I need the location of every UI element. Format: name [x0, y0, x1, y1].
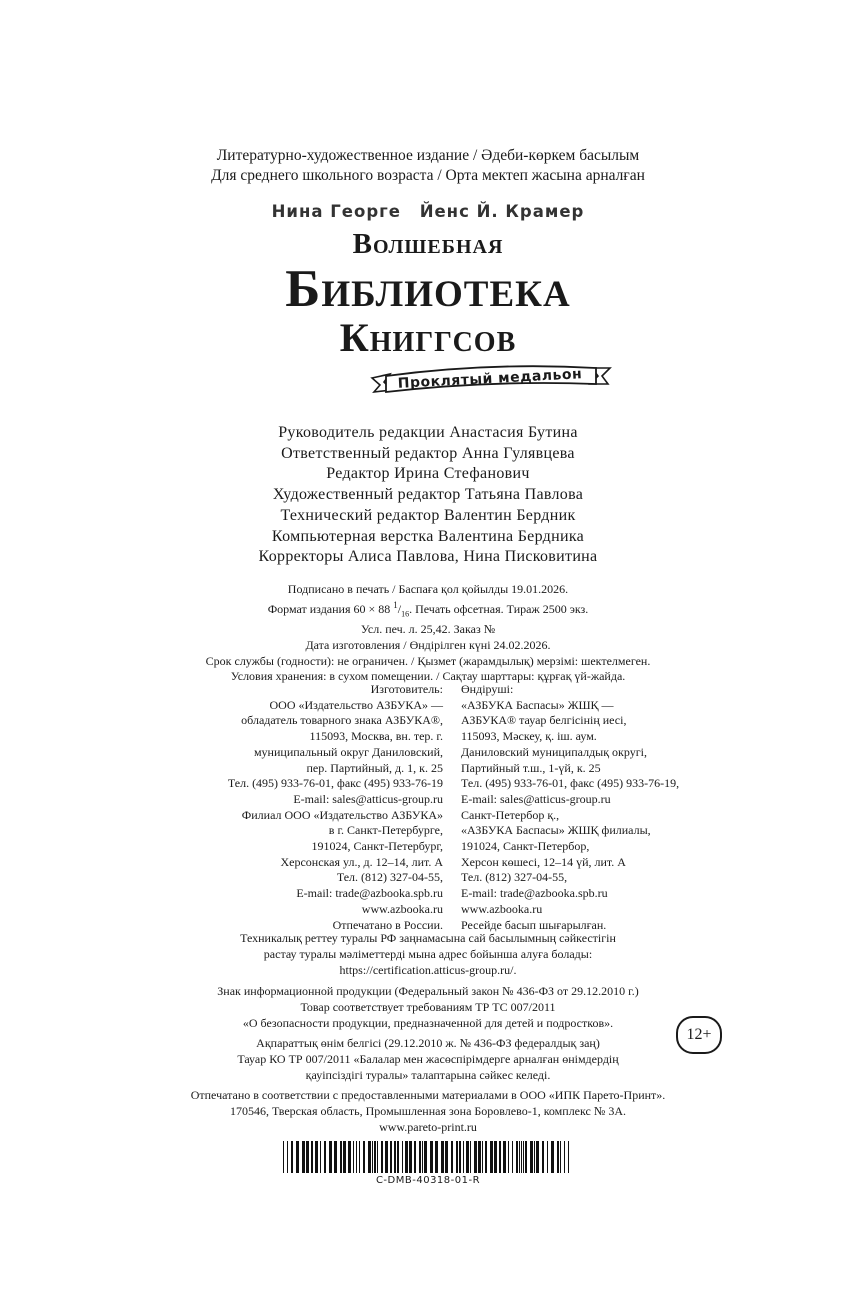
manufacturer-kz-line: «АЗБУКА Баспасы» ЖШҚ филиалы, — [461, 823, 651, 838]
barcode-bar — [456, 1141, 458, 1173]
barcode-bar — [397, 1141, 399, 1173]
manufacturer-ru-line: 115093, Москва, вн. тер. г. — [309, 729, 443, 744]
barcode-bar — [359, 1141, 360, 1173]
title-line-1: Волшебная — [352, 228, 504, 260]
barcode-bar — [470, 1141, 471, 1173]
manufacturer-ru — [150, 682, 443, 933]
barcode-bar — [390, 1141, 392, 1173]
barcode-bar — [530, 1141, 533, 1173]
credit-line: Художественный редактор Татьяна Павлова — [272, 486, 584, 504]
authors — [0, 202, 856, 221]
barcode-bar — [534, 1141, 535, 1173]
manufacturer-kz-line: Тел. (495) 933-76-01, факс (495) 933-76-19, — [461, 776, 680, 791]
barcode-bar — [334, 1141, 337, 1173]
barcode-bar — [463, 1141, 464, 1173]
manufacturer-ru-line: E-mail: sales@atticus-group.ru — [293, 791, 443, 806]
age-group: Для среднего школьного возраста / Орта мектеп жасына арналған — [211, 167, 645, 184]
info-kz-line: қауіпсіздігі туралы» талаптарына сәйкес келеді. — [305, 1067, 551, 1082]
barcode-code: C-DMB-40318-01-R — [375, 1175, 481, 1186]
printer-website: www.pareto-print.ru — [379, 1119, 477, 1134]
credit-line: Технический редактор Валентин Бердник — [280, 506, 576, 524]
barcode-bar — [291, 1141, 293, 1173]
format-line: Формат издания 60 × 88 $^1/_{16}$. Печать офсетная. Тираж 2500 экз. — [267, 599, 589, 619]
barcode-bar — [368, 1141, 371, 1173]
barcode-bar — [445, 1141, 448, 1173]
barcode-bar — [402, 1141, 403, 1173]
manufacturer-ru-line: E-mail: trade@azbooka.spb.ru — [296, 886, 443, 901]
manufacturer-ru-line: ООО «Издательство АЗБУКА» — — [269, 697, 443, 712]
barcode-bar — [363, 1141, 365, 1173]
manufacturer-kz-line: www.azbooka.ru — [461, 901, 543, 916]
certification-line: Техникалық реттеу туралы РФ заңнамасына сай басылымның сәйкестігін — [240, 931, 616, 945]
sheets-order: Усл. печ. л. 25,42. Заказ № — [360, 621, 496, 636]
storage-conditions: Условия хранения: в сухом помещении. / Сақтау шарттары: құрғақ үй-жайда. — [230, 669, 626, 684]
barcode-bar — [551, 1141, 554, 1173]
barcode-bar — [374, 1141, 376, 1173]
barcode-bar — [516, 1141, 518, 1173]
barcode-bar — [419, 1141, 421, 1173]
title-line-3: Книггсов — [339, 315, 517, 360]
info-ru-line: Товар соответствует требованиям ТР ТС 007/2011 — [300, 999, 556, 1014]
manufacturer-kz-line: Ресейде басып шығарылған. — [461, 917, 607, 932]
credits — [0, 423, 856, 568]
barcode-bar — [372, 1141, 373, 1173]
barcode-bar — [508, 1141, 509, 1173]
barcode-bar — [414, 1141, 416, 1173]
barcode-bar — [422, 1141, 423, 1173]
certification-note — [0, 931, 856, 978]
barcode-bar — [394, 1141, 396, 1173]
manufacturer-kz-line: Херсон көшесі, 12–14 үй, лит. А — [461, 854, 626, 869]
barcode-bar — [451, 1141, 453, 1173]
manufacturer-kz-line: E-mail: trade@azbooka.spb.ru — [461, 886, 608, 901]
manufacturer-ru-line: Тел. (495) 933-76-01, факс (495) 933-76-19 — [227, 776, 443, 791]
barcode-bar — [430, 1141, 433, 1173]
author-2: Йенс Й. Крамер — [419, 202, 585, 221]
barcode-bar — [348, 1141, 351, 1173]
manufacturer-kz-line: Партийный т.ш., 1-үй, к. 25 — [461, 760, 601, 775]
format-fraction-den: 16 — [401, 609, 410, 619]
printer-info — [0, 1088, 856, 1135]
barcode-bar — [519, 1141, 520, 1173]
manufacturer-kz-line: E-mail: sales@atticus-group.ru — [461, 791, 611, 806]
barcode-bar — [424, 1141, 427, 1173]
barcode-bar — [283, 1141, 284, 1173]
barcode-bar — [494, 1141, 497, 1173]
title-line-2: Библиотека — [285, 260, 571, 318]
barcode-bar — [287, 1141, 288, 1173]
age-rating-badge: 12+ — [676, 1016, 722, 1054]
barcode-bar — [557, 1141, 559, 1173]
credit-line: Корректоры Алиса Павлова, Нина Писковитина — [258, 548, 598, 566]
barcode-bar — [542, 1141, 544, 1173]
barcode-bar — [315, 1141, 318, 1173]
barcode-bar — [311, 1141, 313, 1173]
barcode-bar — [385, 1141, 388, 1173]
barcode-bar — [512, 1141, 513, 1173]
barcode-bar — [478, 1141, 481, 1173]
barcode-bar — [560, 1141, 561, 1173]
barcode-image — [283, 1141, 573, 1173]
manufacturer-kz-line: Даниловский муниципалдық округі, — [461, 744, 647, 759]
barcode-bar — [329, 1141, 332, 1173]
edition-header — [0, 146, 856, 186]
barcode-bar — [547, 1141, 548, 1173]
barcode-bar — [356, 1141, 357, 1173]
manufacturer-kz-line: Өндіруші: — [461, 682, 514, 696]
barcode-bar — [343, 1141, 346, 1173]
manufacturer-ru-line: 191024, Санкт-Петербург, — [311, 839, 443, 854]
manufacturer-kz-line: АЗБУКА® тауар белгісінің иесі, — [461, 713, 627, 728]
barcode-bar — [490, 1141, 493, 1173]
barcode-bar — [525, 1141, 527, 1173]
edition-type: Литературно-художественное издание / Әдеби-көркем басылым — [216, 147, 640, 164]
barcode-bar — [435, 1141, 438, 1173]
barcode-bar — [459, 1141, 461, 1173]
manufacturer-ru-line: www.azbooka.ru — [361, 901, 443, 916]
author-1: Нина Георге — [271, 202, 401, 221]
credit-line: Ответственный редактор Анна Гулявцева — [281, 444, 575, 462]
barcode-bar — [466, 1141, 469, 1173]
certification-link: https://certification.atticus-group.ru/. — [339, 962, 517, 977]
barcode-bar — [320, 1141, 321, 1173]
manufacturer-kz-line: Санкт-Петербор қ., — [461, 807, 560, 822]
barcode-bar — [405, 1141, 408, 1173]
subtitle: Проклятый медальон — [397, 366, 583, 392]
manufacturer-ru-line: пер. Партийный, д. 1, к. 25 — [306, 760, 443, 775]
info-kz-line: Тауар КО ТР 007/2011 «Балалар мен жасөспірімдерге арналған өнімдердің — [237, 1051, 619, 1066]
barcode-bar — [564, 1141, 565, 1173]
credit-line: Руководитель редакции Анастасия Бутина — [278, 424, 578, 441]
barcode-bar — [482, 1141, 483, 1173]
barcode-bar — [296, 1141, 299, 1173]
format-fraction-num: 1 — [393, 599, 398, 610]
manufacturer-kz-line: Тел. (812) 327-04-55, — [461, 870, 568, 885]
barcode-bar — [409, 1141, 412, 1173]
service-life: Срок службы (годности): не ограничен. / Қызмет (жарамдылық) мерзімі: шектелмеген. — [205, 653, 651, 668]
manufacturer-ru-line: обладатель товарного знака АЗБУКА®, — [241, 713, 443, 728]
info-ru-line: «О безопасности продукции, предназначенной для детей и подростков». — [242, 1015, 614, 1030]
manufacturer-ru-line: Тел. (812) 327-04-55, — [336, 870, 443, 885]
signed-date: Подписано в печать / Баспаға қол қойылды 19.01.2026. — [287, 582, 569, 596]
barcode-bar — [353, 1141, 354, 1173]
barcode-bar — [474, 1141, 477, 1173]
barcode-bar — [521, 1141, 522, 1173]
manufacturer-kz-line: 115093, Мәскеу, қ. іш. аум. — [461, 729, 597, 744]
manufacturer-ru-line: муниципальный округ Даниловский, — [253, 744, 443, 759]
barcode-bar — [381, 1141, 383, 1173]
barcode-bar — [568, 1141, 569, 1173]
format-prefix: Формат издания 60 × 88 — [267, 601, 391, 616]
manufacturer-ru-line: в г. Санкт-Петербурге, — [328, 823, 443, 838]
manufacturer-ru-line: Херсонская ул., д. 12–14, лит. А — [280, 854, 443, 869]
credit-line: Редактор Ирина Стефанович — [326, 465, 530, 483]
printer-line: Отпечатано в соответствии с предоставленными материалами в ООО «ИПК Парето-Принт». — [190, 1088, 666, 1102]
manufacturer-kz — [461, 682, 761, 933]
barcode-bar — [302, 1141, 305, 1173]
info-ru-line: Знак информационной продукции (Федеральный закон № 436-ФЗ от 29.12.2010 г.) — [217, 984, 639, 998]
manufacturer-ru-line: Филиал ООО «Издательство АЗБУКА» — [241, 807, 443, 822]
manufacture-date: Дата изготовления / Өндірілген күні 24.02.2026. — [305, 637, 551, 652]
info-kz-line: Ақпараттық өнім белгісі (29.12.2010 ж. № 436-ФЗ федералдық заң) — [256, 1036, 600, 1050]
barcode-bar — [485, 1141, 487, 1173]
barcode-bar — [503, 1141, 506, 1173]
manufacturer-ru-line: Изготовитель: — [370, 682, 443, 696]
barcode-bar — [523, 1141, 524, 1173]
printer-address: 170546, Тверская область, Промышленная зона Боровлево-1, комплекс № 3А. — [230, 1103, 626, 1118]
manufacturer-kz-line: «АЗБУКА Баспасы» ЖШҚ — — [461, 697, 614, 712]
print-details — [0, 582, 856, 685]
info-product-ru — [0, 984, 856, 1031]
barcode-bar — [499, 1141, 501, 1173]
barcode-bar — [324, 1141, 326, 1173]
credit-line: Компьютерная верстка Валентина Бердника — [271, 527, 585, 545]
barcode-bar — [441, 1141, 444, 1173]
info-product-kz — [0, 1036, 856, 1083]
manufacturer-kz-line: 191024, Санкт-Петербор, — [461, 839, 590, 854]
format-suffix: . Печать офсетная. Тираж 2500 экз. — [409, 601, 589, 616]
barcode-bar — [340, 1141, 342, 1173]
barcode-bar — [536, 1141, 539, 1173]
certification-line: растау туралы мәліметтерді мына адрес бойынша алуға болады: — [263, 946, 593, 961]
manufacturer-ru-line: Отпечатано в России. — [332, 917, 443, 932]
barcode-bar — [306, 1141, 309, 1173]
barcode-bar — [377, 1141, 378, 1173]
